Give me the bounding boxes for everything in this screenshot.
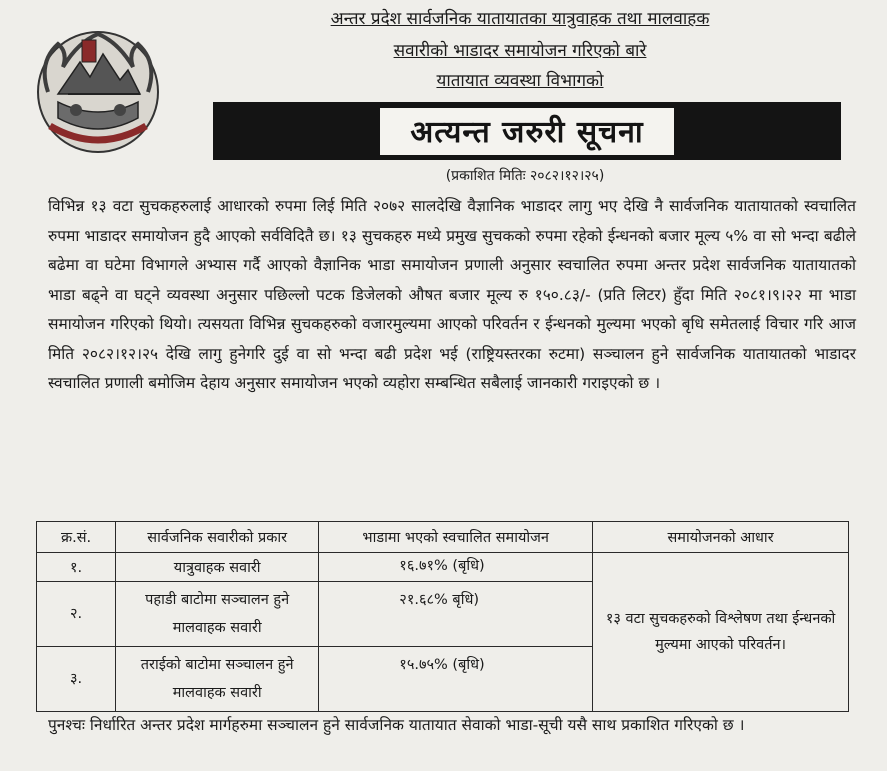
notice-heading-line2: सवारीको भाडादर समायोजन गरिएको बारे (393, 41, 647, 61)
row-adjustment: १५.७५% (बृधि) (319, 647, 593, 712)
table-header-row (37, 522, 849, 553)
row-vehicle-type: यात्रुवाहक सवारी (116, 553, 319, 582)
adjustment-basis: १३ वटा सुचकहरुको विश्लेषण तथा ईन्धनको मुल्यमा आएको परिवर्तन। (593, 553, 849, 712)
header-adjustment: भाडामा भएको स्वचालित समायोजन (319, 522, 593, 553)
row-vehicle-type: तराईको बाटोमा सञ्चालन हुने मालवाहक सवारी (116, 647, 319, 712)
row-adjustment: १६.७१% (बृधि) (319, 553, 593, 582)
department-name: यातायात व्यवस्था विभागको (436, 71, 604, 91)
fare-adjustment-table (36, 521, 849, 712)
row-serial: २. (37, 582, 116, 647)
nepal-government-emblem-icon (28, 22, 168, 160)
published-date: (प्रकाशित मितिः २०८२।१२।२५) (445, 168, 605, 184)
urgent-notice-title: अत्यन्त जरुरी सूचना (380, 108, 673, 155)
row-serial: ३. (37, 647, 116, 712)
header-vehicle-type: सार्वजनिक सवारीको प्रकार (116, 522, 319, 553)
row-serial: १. (37, 553, 116, 582)
urgent-notice-banner (213, 102, 841, 160)
notice-body-paragraph: विभिन्न १३ वटा सुचकहरुलाई आधारको रुपमा लिई मिति २०७२ सालदेखि वैज्ञानिक भाडादर लागु भए देखि नै सार्वजनिक यातायातको स्वचालित रुपमा भाडादर समायोजन हुदै आएको सर्वविदितै छ। १३ सुचकहरु मध्ये प्रमुख सुचकको रुपमा रहेको ईन्धनको बजार मूल्य ५% वा सो भन्दा बढीले बढेमा वा घटेमा विभागले अभ्यास गर्दै आएको वैज्ञानिक भाडा समायोजन प्रणाली अनुसार स्वचालित रुपमा अन्तर प्रदेश सार्वजनिक यातायातको भाडा बढ्ने वा घट्ने व्यवस्था अनुसार पछिल्लो पटक डिजेलको औषत बजार मूल्य रु १५०.८३/- (प्रति लिटर) हुँदा मिति २०८१।९।२२ मा भाडा समायोजन गरिएको थियो। त्यसयता विभिन्न सुचकहरुको वजारमुल्यमा आएको परिवर्तन र ईन्धनको मुल्यमा भएको बृधि समेतलाई विचार गरि आज मिति २०८२।१२।२५ देखि लागु हुनेगरि दुई वा सो भन्दा बढी प्रदेश भई (राष्ट्रियस्तरका रुटमा) सञ्चालन हुने सार्वजनिक यातायातको भाडादर स्वचालित प्रणाली बमोजिम देहाय अनुसार समायोजन भएको व्यहोरा सम्बन्धित सबैलाई जानकारी गराइएको छ । (48, 197, 856, 392)
table-row (37, 553, 849, 582)
row-vehicle-type: पहाडी बाटोमा सञ्चालन हुने मालवाहक सवारी (116, 582, 319, 647)
header-basis: समायोजनको आधार (593, 522, 849, 553)
notice-heading-line1: अन्तर प्रदेश सार्वजनिक यातायातका यात्रुवाहक तथा मालवाहक (330, 9, 710, 29)
header-serial: क्र.सं. (37, 522, 116, 553)
row-adjustment: २१.६८% बृधि) (319, 582, 593, 647)
postscript-note: पुनश्चः निर्धारित अन्तर प्रदेश मार्गहरुमा सञ्चालन हुने सार्वजनिक यातायात सेवाको भाडा-सूची यसै साथ प्रकाशित गरिएको छ । (48, 716, 745, 734)
